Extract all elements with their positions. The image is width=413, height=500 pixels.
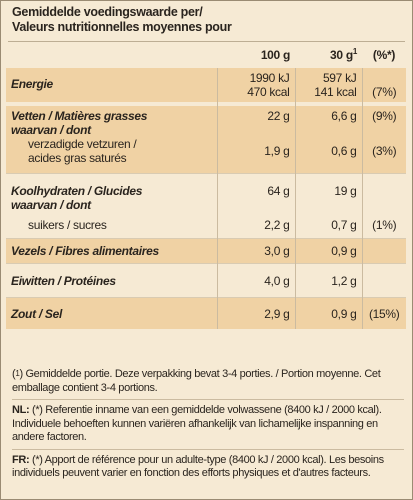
heading-fr: Valeurs nutritionnelles moyennes pour [12,20,232,34]
sugars-label: suikers / sucres [28,218,107,232]
energy-100g-kj: 1990 kJ [249,71,290,85]
portion-footnote-mark: 1 [352,47,357,56]
nutrition-table [6,48,406,329]
fr-footnote [12,454,404,481]
fibre-100g: 3,0 g [217,239,295,264]
fibre-portion: 0,9 g [295,239,362,264]
column-header-row [6,48,406,68]
protein-portion: 1,2 g [295,264,362,298]
energy-100g [217,68,295,102]
energy-portion [295,68,362,102]
protein-row [6,264,406,298]
carbs-of-row [6,198,406,212]
nl-footnote [12,404,404,445]
sugars-portion: 0,7 g [295,212,362,239]
protein-ri [362,264,406,298]
sugars-ri: (1%) [362,212,406,239]
carbs-portion: 19 g [295,174,362,199]
saturates-label-fr: acides gras saturés [6,151,217,174]
nl-prefix: NL: [12,404,30,416]
salt-100g: 2,9 g [217,298,295,330]
heading-nl: Gemiddelde voedingswaarde per/ [12,5,203,19]
fat-of-row [6,123,406,137]
fat-portion: 6,6 g [295,106,362,123]
fat-of-label: waarvan / dont [6,123,217,137]
table-heading [12,5,402,35]
nl-footnote-text: (*) Referentie inname van een gemiddelde volwassene (8400 kJ / 2000 kcal). Individuele behoeften kunnen variëren afhankelijk van lichamelijke inspanning en andere factoren. [12,404,382,443]
fr-footnote-text: (*) Apport de référence pour un adulte-type (8400 kJ / 2000 kcal). Les besoins individuels peuvent varier en fonction des efforts physiques et d'autres facteurs. [12,453,384,479]
portion-footnote: ($^1$) Gemiddelde portie. Deze verpakking bevat 3-4 porties. / Portion moyenne. Cet emballage contient 3-4 portions. [12,368,381,394]
protein-100g: 4,0 g [217,264,295,298]
saturates-row [6,137,406,151]
per-100g-header: 100 g [260,48,290,62]
portion-footnote-number: 1 [15,369,20,378]
protein-label: Eiwitten / Protéines [6,264,217,298]
energy-portion-kcal: 141 kcal [314,85,357,99]
saturates-ri: (3%) [362,137,406,174]
heading-divider [8,41,405,42]
fr-prefix: FR: [12,453,30,466]
carbs-100g: 64 g [217,174,295,199]
energy-row [6,68,406,102]
energy-portion-kj: 597 kJ [322,71,357,85]
fat-100g: 22 g [217,106,295,123]
saturates-100g: 1,9 g [217,137,295,174]
per-portion-label: 30 g [330,48,353,62]
per-portion-header [295,48,362,68]
salt-label: Zout / Sel [6,298,217,330]
fat-label: Vetten / Matières grasses [6,106,217,123]
footnote-divider-2 [12,449,404,450]
carbs-ri [362,174,406,199]
ri-header: (%*) [372,48,396,62]
energy-100g-kcal: 470 kcal [247,85,290,99]
salt-row [6,298,406,330]
carbs-of-label: waarvan / dont [11,198,91,212]
salt-portion: 0,9 g [295,298,362,330]
sugars-row [6,212,406,239]
fat-row [6,106,406,123]
saturates-label: verzadigde vetzuren / [6,137,217,151]
footnote-divider [12,399,404,400]
portion-footnote-text: Gemiddelde portie. Deze verpakking bevat 3-4 porties. / Portion moyenne. Cet emballage contient 3-4 portions. [12,368,381,394]
saturates-portion: 0,6 g [295,137,362,174]
fat-ri: (9%) [362,106,406,123]
footnotes [12,368,404,485]
label-column-header [6,48,217,68]
fibre-ri [362,239,406,264]
fibre-row [6,239,406,264]
salt-ri: (15%) [362,298,406,330]
energy-label: Energie [6,68,217,102]
sugars-100g: 2,2 g [217,212,295,239]
carbs-label: Koolhydraten / Glucides [6,174,217,199]
energy-ri: (7%) [362,68,406,102]
carbs-row [6,174,406,199]
fibre-label: Vezels / Fibres alimentaires [6,239,217,264]
